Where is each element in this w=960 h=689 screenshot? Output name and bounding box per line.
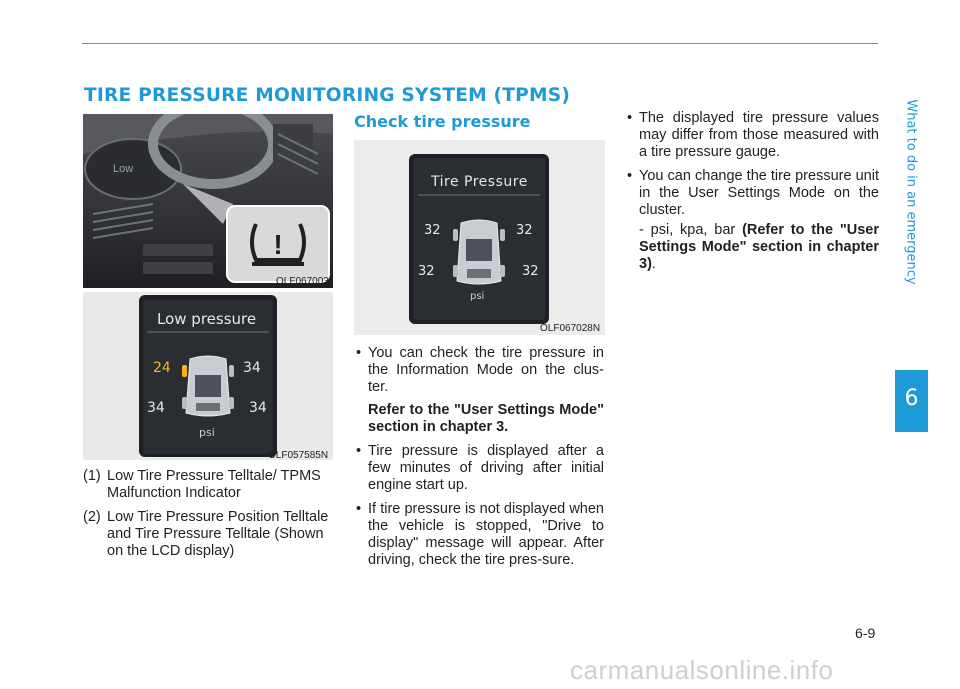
lcd-title: Low pressure (157, 310, 257, 328)
caption-item-2 (83, 509, 338, 560)
middle-bullet-2 (354, 443, 604, 494)
right-bullet-2-text: • You can change the tire pressure unit in the User Settings Mode on the cluster. (639, 168, 879, 218)
caption-list (83, 468, 338, 567)
right-sub-item (639, 222, 879, 273)
right-sub-item-end: . (651, 256, 656, 272)
lcd-rear-left: 34 (147, 400, 165, 416)
caption-number-2: (2) (83, 509, 101, 525)
check-tire-pressure-heading: Check tire pressure (354, 112, 531, 131)
chapter-side-label-text: What to do in an emergency (903, 99, 919, 285)
lcd-front-right: 34 (243, 360, 261, 376)
right-bullets (625, 110, 879, 280)
right-bullet-2 (625, 168, 879, 273)
svg-text:!: ! (273, 229, 283, 260)
middle-bullet-1-note: Refer to the "User Settings Mode" section in chapter 3. (368, 402, 604, 435)
dashboard-photo (83, 114, 333, 288)
lcd-unit: psi (199, 426, 215, 439)
image-code-dashboard: OLF067003 (276, 276, 329, 287)
image-code-display: OLF067028N (540, 323, 601, 334)
chapter-tab[interactable] (895, 370, 928, 432)
caption-text-1: Low Tire Pressure Telltale/ TPMS Malfunction Indicator (107, 468, 321, 501)
watermark: carmanualsonline.info (570, 655, 834, 685)
middle-bullet-1-text: • You can check the tire pressure in the Information Mode on the clus-ter. (368, 345, 604, 395)
middle-bullet-2-text: • Tire pressure is displayed after a few minutes of driving after initial engine start up. (368, 443, 604, 493)
svg-text:Low: Low (113, 163, 134, 175)
section-title: TIRE PRESSURE MONITORING SYSTEM (TPMS) (84, 84, 571, 106)
right-sub-item-plain: - psi, kpa, bar (639, 222, 743, 238)
caption-text-2: Low Tire Pressure Position Telltale and Tire Pressure Telltale (Shown on the LCD display) (107, 509, 329, 559)
lcd-photo (83, 292, 333, 460)
middle-bullet-3 (354, 501, 604, 569)
image-code-lcd: OLF057585N (268, 450, 329, 461)
chapter-side-label (900, 38, 922, 346)
caption-item-1 (83, 468, 338, 502)
middle-bullet-1 (354, 345, 604, 436)
caption-number-1: (1) (83, 468, 101, 484)
display-front-right: 32 (516, 223, 533, 238)
display-title: Tire Pressure (431, 174, 528, 190)
tire-pressure-display-photo (354, 140, 605, 335)
right-bullet-1-text: • The displayed tire pressure values may differ from those measured with a tire pressure gauge. (639, 110, 879, 160)
header-rule (82, 43, 878, 44)
display-rear-left: 32 (418, 264, 435, 279)
lcd-front-left: 24 (153, 360, 171, 376)
display-unit: psi (470, 291, 485, 302)
tire-pressure-display-illustration (354, 140, 605, 335)
right-bullet-1 (625, 110, 879, 161)
middle-bullet-3-text: • If tire pressure is not displayed when the vehicle is stopped, "Drive to display" message will appear. After driving, check the tire pres-sure. (368, 501, 604, 568)
display-rear-right: 32 (522, 264, 539, 279)
page-number: 6-9 (855, 625, 876, 641)
dashboard-illustration (83, 114, 333, 288)
display-front-left: 32 (424, 223, 441, 238)
lcd-rear-right: 34 (249, 400, 267, 416)
chapter-number: 6 (904, 386, 919, 411)
middle-bullets (354, 345, 604, 576)
right-sub-item-bold: (Refer to the "User Settings Mode" section in chapter 3) (639, 222, 879, 272)
